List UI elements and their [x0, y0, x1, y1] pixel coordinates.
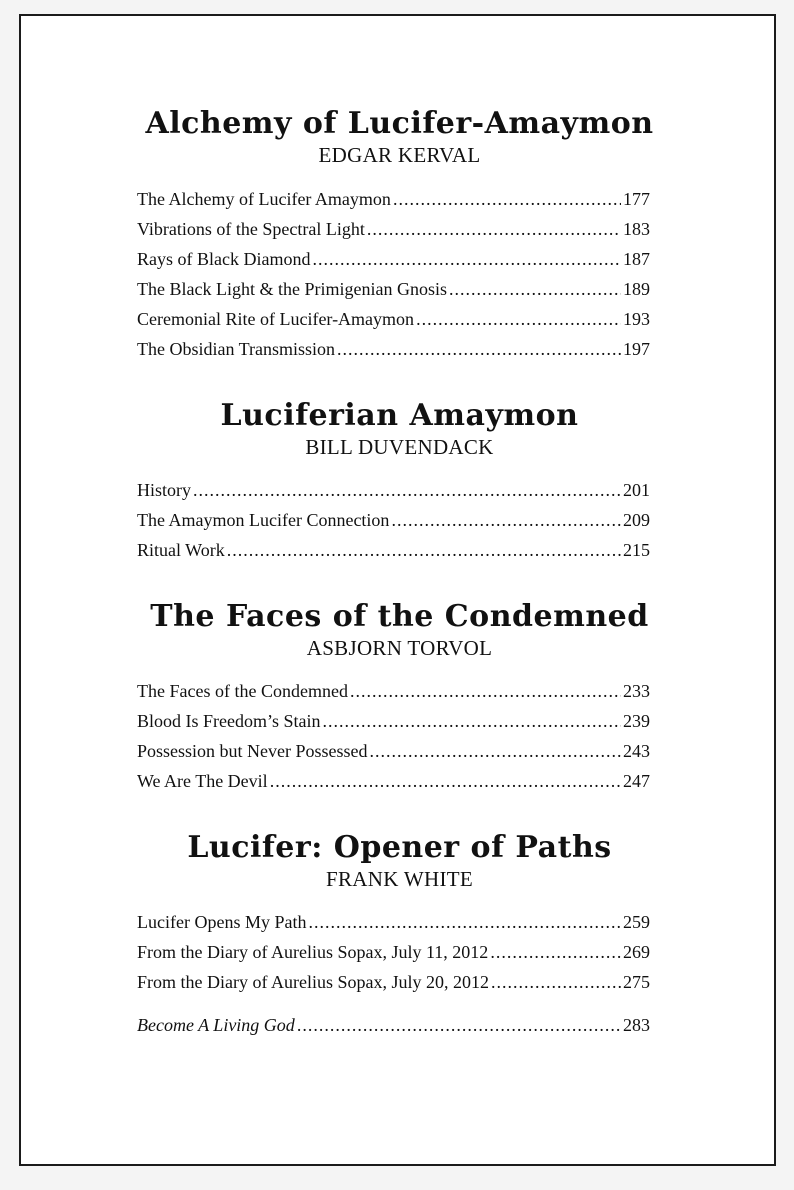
entry-page: 275	[623, 972, 650, 992]
entry-title: History	[137, 480, 191, 500]
toc-entry[interactable]	[137, 711, 650, 737]
section-title: The Faces of the Condemned	[150, 599, 649, 634]
leader-dots	[193, 480, 621, 501]
entry-page: 233	[623, 681, 650, 701]
leader-dots	[270, 771, 621, 792]
entry-page: 183	[623, 219, 650, 239]
toc-entry[interactable]	[137, 681, 650, 707]
section-author: FRANK WHITE	[326, 867, 473, 891]
toc-entry[interactable]	[137, 540, 650, 566]
entry-page: 247	[623, 771, 650, 791]
leader-dots	[393, 189, 621, 210]
entry-page: 177	[623, 189, 650, 209]
section-title: Luciferian Amaymon	[220, 398, 579, 433]
entry-title: The Faces of the Condemned	[137, 681, 348, 701]
section-author: BILL DUVENDACK	[305, 435, 494, 459]
book-page	[19, 14, 776, 1166]
entry-title: The Alchemy of Lucifer Amaymon	[137, 189, 391, 209]
entry-page: 215	[623, 540, 650, 560]
section-opener	[21, 828, 778, 892]
entry-title: Possession but Never Possessed	[137, 741, 368, 761]
entry-page: 283	[623, 1015, 650, 1035]
entry-title: Lucifer Opens My Path	[137, 912, 307, 932]
leader-dots	[312, 249, 621, 270]
entry-page: 259	[623, 912, 650, 932]
toc-entry[interactable]	[137, 972, 650, 998]
leader-dots	[449, 279, 621, 300]
leader-dots	[416, 309, 621, 330]
toc-entry[interactable]	[137, 942, 650, 968]
entry-page: 269	[623, 942, 650, 962]
toc-entry[interactable]	[137, 741, 650, 767]
leader-dots	[350, 681, 621, 702]
entry-title: The Black Light & the Primigenian Gnosis	[137, 279, 447, 299]
entry-title: Vibrations of the Spectral Light	[137, 219, 365, 239]
toc-entry-closing[interactable]	[137, 1015, 650, 1041]
leader-dots	[370, 741, 621, 762]
toc-entry[interactable]	[137, 279, 650, 305]
section-faces	[21, 597, 778, 661]
section-author: ASBJORN TORVOL	[306, 636, 493, 660]
entry-title: The Obsidian Transmission	[137, 339, 336, 359]
toc-entry[interactable]	[137, 309, 650, 335]
entry-title: Blood Is Freedom’s Stain	[137, 711, 321, 731]
entry-page: 193	[623, 309, 650, 329]
leader-dots	[323, 711, 622, 732]
leader-dots	[297, 1015, 621, 1036]
section-luciferian	[21, 396, 778, 460]
leader-dots	[367, 219, 621, 240]
toc-entry[interactable]	[137, 189, 650, 215]
entry-page: 239	[623, 711, 650, 731]
entry-page: 197	[623, 339, 650, 359]
toc-entry[interactable]	[137, 912, 650, 938]
toc-entry[interactable]	[137, 771, 650, 797]
section-title: Alchemy of Lucifer-Amaymon	[145, 106, 654, 141]
entry-title: The Amaymon Lucifer Connection	[137, 510, 390, 530]
leader-dots	[227, 540, 621, 561]
entry-title: Ceremonial Rite of Lucifer-Amaymon	[137, 309, 415, 329]
leader-dots	[391, 510, 621, 531]
section-title: Lucifer: Opener of Paths	[187, 830, 612, 865]
entry-title: From the Diary of Aurelius Sopax, July 11, 2012	[137, 942, 489, 962]
entry-page: 187	[623, 249, 650, 269]
section-author: EDGAR KERVAL	[318, 143, 481, 167]
toc-entry[interactable]	[137, 219, 650, 245]
leader-dots	[337, 339, 621, 360]
leader-dots	[491, 972, 621, 993]
toc-entry[interactable]	[137, 339, 650, 365]
toc-entry[interactable]	[137, 480, 650, 506]
leader-dots	[490, 942, 621, 963]
entry-title: We Are The Devil	[137, 771, 268, 791]
entry-title: Ritual Work	[137, 540, 225, 560]
entry-title: From the Diary of Aurelius Sopax, July 20, 2012	[137, 972, 489, 992]
section-alchemy	[21, 104, 778, 168]
toc-entry[interactable]	[137, 510, 650, 536]
entry-page: 189	[623, 279, 650, 299]
entry-page: 201	[623, 480, 650, 500]
leader-dots	[308, 912, 621, 933]
toc-entry[interactable]	[137, 249, 650, 275]
entry-title: Become A Living God	[137, 1015, 295, 1035]
entry-title: Rays of Black Diamond	[137, 249, 311, 269]
entry-page: 243	[623, 741, 650, 761]
entry-page: 209	[623, 510, 650, 530]
